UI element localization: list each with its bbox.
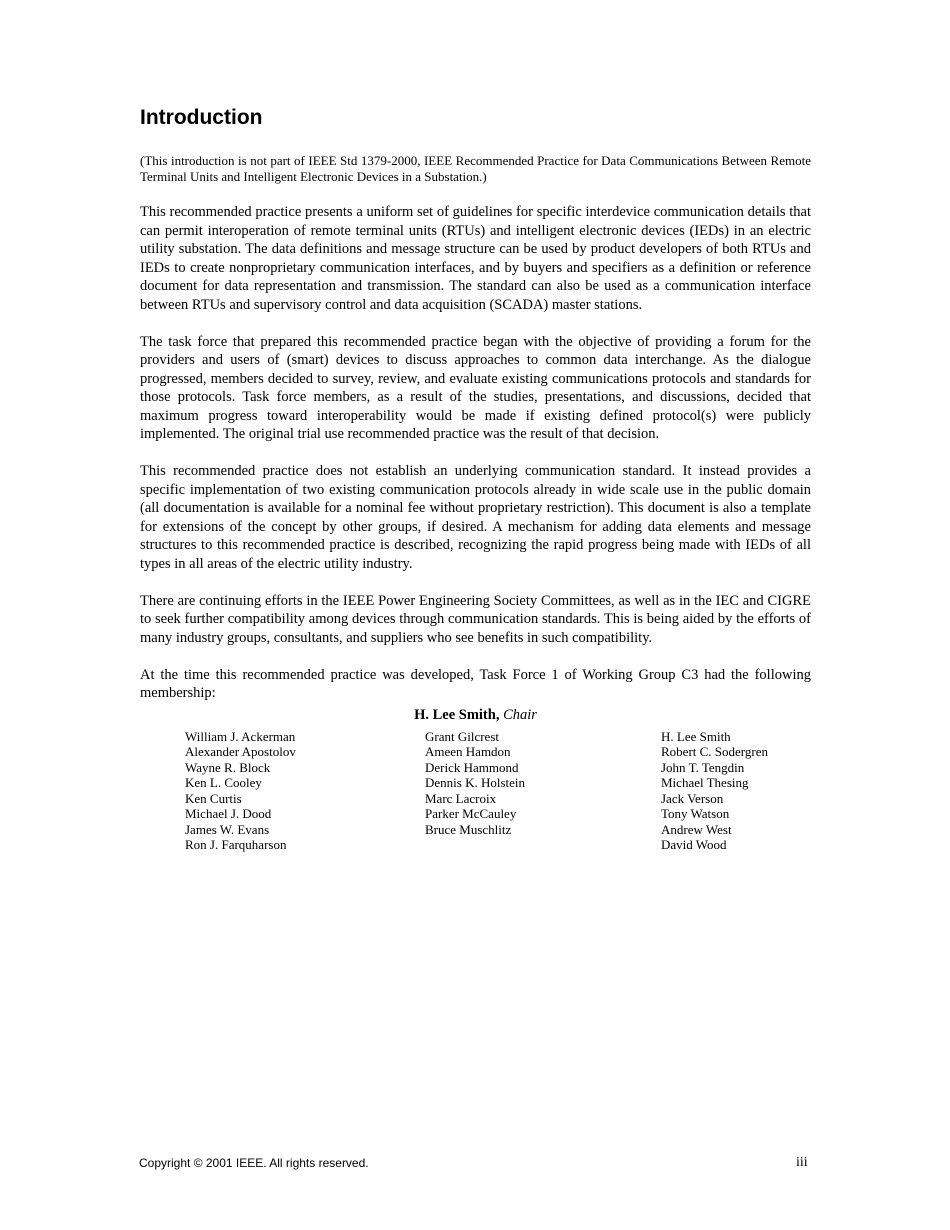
- member-name: William J. Ackerman: [185, 728, 296, 744]
- member-name: Ron J. Farquharson: [185, 837, 287, 852]
- paragraph-5: At the time this recommended practice was developed, Task Force 1 of Working Group C3 had the following membership:: [140, 666, 811, 701]
- member-name: H. Lee Smith: [661, 728, 731, 744]
- paragraph-4: There are continuing efforts in the IEEE Power Engineering Society Committees, as well as in the IEC and CIGRE to seek further compatibility among devices through communication standards. This is being aided by the efforts of many industry groups, consultants, and suppliers who see benefits in such compatibility.: [140, 592, 811, 646]
- member-name: Michael Thesing: [661, 775, 749, 790]
- member-name: Wayne R. Block: [185, 759, 271, 775]
- member-name: Parker McCauley: [425, 806, 517, 821]
- copyright-notice: Copyright © 2001 IEEE. All rights reserved.: [139, 1156, 369, 1170]
- member-name: Grant Gilcrest: [425, 728, 500, 744]
- introduction-note: (This introduction is not part of IEEE Std 1379-2000, IEEE Recommended Practice for Data Communications Between Remote Terminal Units and Intelligent Electronic Devices in a Substation.): [140, 153, 811, 184]
- member-column-1: [185, 729, 296, 853]
- membership-list: [140, 729, 811, 859]
- member-name: Ken L. Cooley: [185, 775, 262, 790]
- chair-role: Chair: [503, 706, 537, 723]
- member-name: Bruce Muschlitz: [425, 821, 512, 837]
- paragraph-3: This recommended practice does not establish an underlying communication standard. It instead provides a specific implementation of two existing communication protocols already in wide scale use in the public domain (all documentation is available for a nominal fee without proprietary restriction). This document is also a template for extensions of the concept by other groups, if desired. A mechanism for adding data elements and message structures to this recommended practice is described, recognizing the rapid progress being made with IEDs of all types in all areas of the electric utility industry.: [140, 463, 811, 572]
- member-column-3: [661, 729, 768, 853]
- page-title: Introduction: [140, 106, 263, 129]
- paragraph-2: The task force that prepared this recommended practice began with the objective of providing a forum for the providers and users of (smart) devices to discuss approaches to common data interchange. As the dialogue progressed, members decided to survey, review, and evaluate existing communications protocols and standards for those protocols. Task force members, as a result of the studies, presentations, and discussions, decided that maximum progress toward interoperability would be made if existing defined protocol(s) were publicly implemented. The original trial use recommended practice was the result of that decision.: [140, 333, 811, 442]
- member-name: Ken Curtis: [185, 790, 242, 806]
- member-name: Michael J. Dood: [185, 806, 272, 821]
- member-name: David Wood: [661, 837, 727, 852]
- member-name: Dennis K. Holstein: [425, 775, 526, 790]
- page-body: [140, 104, 811, 859]
- member-name: Robert C. Sodergren: [661, 744, 768, 759]
- chair-line: [140, 706, 811, 724]
- member-name: Derick Hammond: [425, 759, 519, 775]
- member-name: Andrew West: [661, 821, 732, 837]
- page-number: iii: [796, 1155, 808, 1170]
- member-name: Alexander Apostolov: [185, 744, 296, 759]
- member-name: Marc Lacroix: [425, 790, 497, 806]
- member-name: John T. Tengdin: [661, 759, 745, 775]
- member-name: James W. Evans: [185, 821, 270, 837]
- member-name: Ameen Hamdon: [425, 744, 511, 759]
- paragraph-1: This recommended practice presents a uniform set of guidelines for specific interdevice communication details that can permit interoperation of remote terminal units (RTUs) and intelligent electronic devices (IEDs) in an electric utility substation. The data definitions and message structure can be used by product developers of both RTUs and IEDs to create nonproprietary communication interfaces, and by buyers and specifiers as a definition or reference document for data representation and transmission. The standard can also be used as a communication interface between RTUs and supervisory control and data acquisition (SCADA) master stations.: [140, 204, 811, 313]
- chair-name: H. Lee Smith,: [414, 706, 500, 723]
- member-column-2: [425, 729, 525, 838]
- member-name: Tony Watson: [661, 806, 730, 821]
- member-name: Jack Verson: [661, 790, 724, 806]
